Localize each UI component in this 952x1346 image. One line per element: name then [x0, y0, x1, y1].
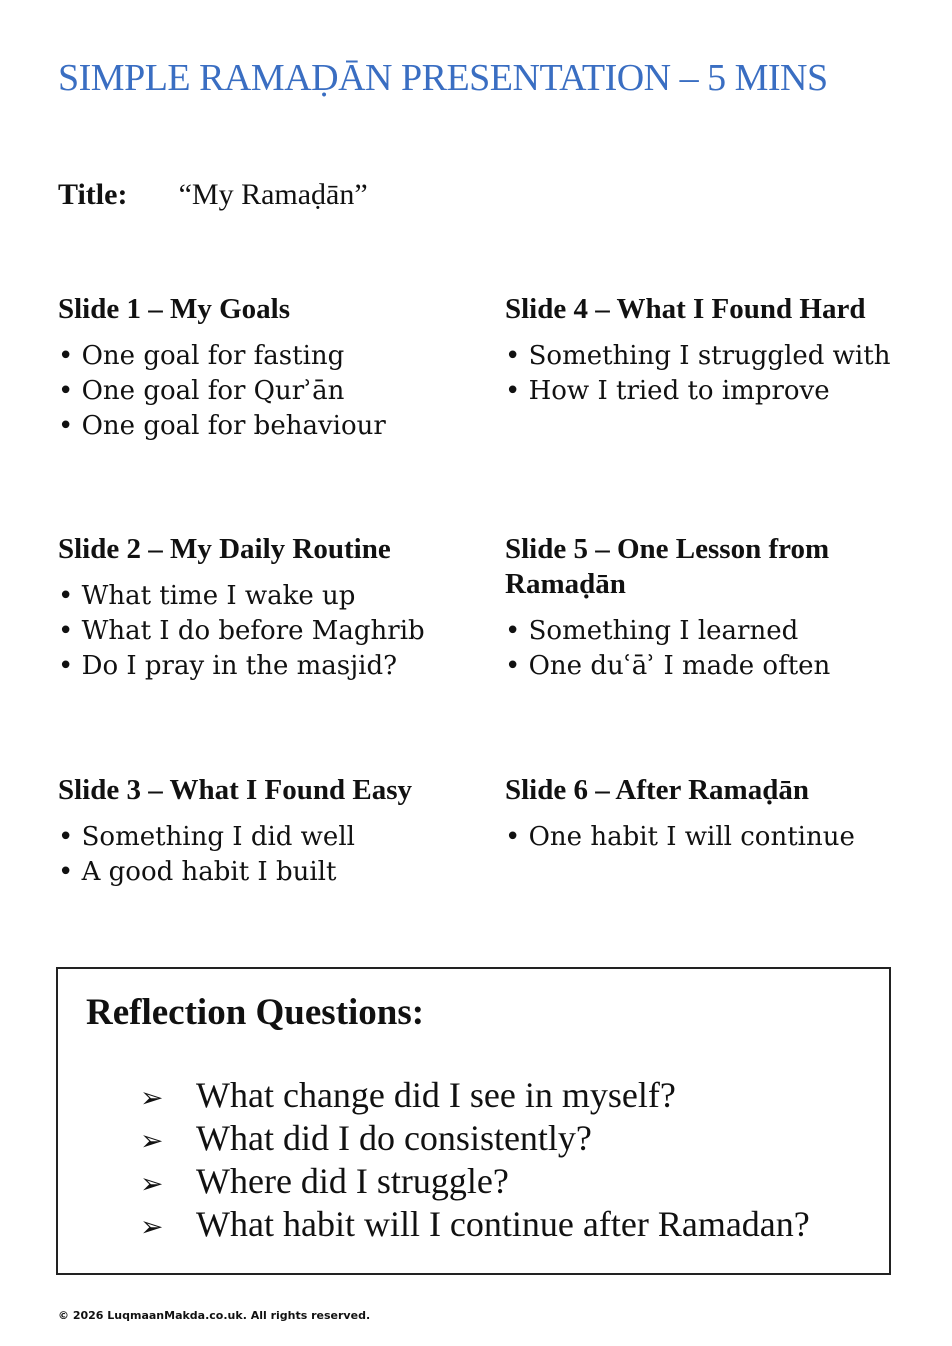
copyright-footer: © 2026 LuqmaanMakda.co.uk. All rights reserved.	[58, 1309, 371, 1322]
slide-section-6	[505, 773, 925, 855]
list-item: • One goal for fasting	[58, 339, 478, 374]
reflection-question	[140, 1075, 810, 1118]
slide-section-4	[505, 292, 925, 409]
slide-bullet-list	[58, 820, 478, 890]
presentation-title-row	[58, 176, 368, 215]
slide-heading: Slide 3 – What I Found Easy	[58, 774, 413, 806]
reflection-questions-box	[56, 967, 891, 1275]
arrow-bullet-icon: ➢	[140, 1167, 164, 1200]
reflection-question	[140, 1118, 810, 1161]
reflection-question-text: What did I do consistently?	[196, 1118, 592, 1158]
slide-heading: Slide 6 – After Ramaḍān	[505, 774, 809, 806]
slide-heading: Slide 4 – What I Found Hard	[505, 293, 866, 325]
slide-bullet-list	[58, 339, 478, 444]
slide-section-5	[505, 532, 925, 684]
arrow-bullet-icon: ➢	[140, 1210, 164, 1243]
reflection-question	[140, 1161, 810, 1204]
list-item: • What time I wake up	[58, 579, 478, 614]
list-item: • A good habit I built	[58, 855, 478, 890]
list-item: • Something I did well	[58, 820, 478, 855]
slide-heading: Slide 2 – My Daily Routine	[58, 533, 391, 565]
slide-bullet-list	[505, 339, 925, 409]
slide-heading: Slide 5 – One Lesson from Ramaḍān	[505, 533, 830, 600]
list-item: • One goal for Qurʾān	[58, 374, 478, 409]
reflection-question-list	[140, 1075, 810, 1247]
arrow-bullet-icon: ➢	[140, 1124, 164, 1157]
arrow-bullet-icon: ➢	[140, 1081, 164, 1114]
list-item: • Do I pray in the masjid?	[58, 649, 478, 684]
reflection-question-text: What change did I see in myself?	[196, 1075, 676, 1115]
list-item: • Something I learned	[505, 614, 925, 649]
slide-section-1	[58, 292, 478, 444]
reflection-question-text: What habit will I continue after Ramadan?	[196, 1204, 810, 1244]
reflection-heading: Reflection Questions:	[86, 992, 425, 1033]
list-item: • Something I struggled with	[505, 339, 925, 374]
reflection-question	[140, 1204, 810, 1247]
page-title: SIMPLE RAMAḌĀN PRESENTATION – 5 MINS	[58, 57, 828, 99]
slide-heading: Slide 1 – My Goals	[58, 293, 291, 325]
slide-bullet-list	[505, 614, 925, 684]
list-item: • One habit I will continue	[505, 820, 925, 855]
list-item: • One duʿāʾ I made often	[505, 649, 925, 684]
list-item: • What I do before Maghrib	[58, 614, 478, 649]
reflection-question-text: Where did I struggle?	[196, 1161, 509, 1201]
slide-section-3	[58, 773, 478, 890]
title-value: “My Ramaḍān”	[178, 178, 368, 211]
slide-bullet-list	[505, 820, 925, 855]
slide-section-2	[58, 532, 478, 684]
list-item: • How I tried to improve	[505, 374, 925, 409]
title-label: Title:	[58, 178, 128, 211]
slide-bullet-list	[58, 579, 478, 684]
list-item: • One goal for behaviour	[58, 409, 478, 444]
